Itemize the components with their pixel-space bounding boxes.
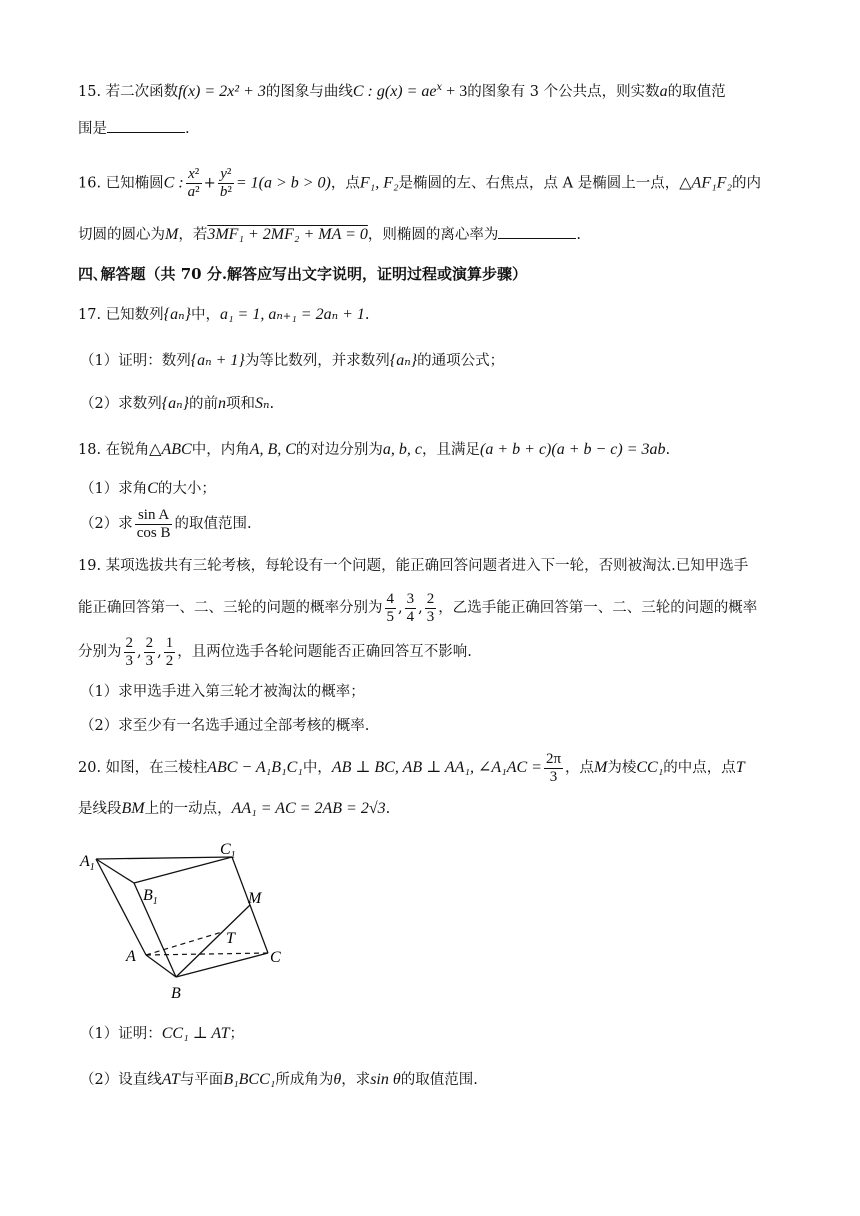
q16-vector-equation: 3MF₁ + 2MF₂ + MA = 0	[207, 226, 368, 243]
q19-part2: （2）求至少有一名选手通过全部考核的概率.	[80, 718, 370, 734]
prism-figure	[70, 835, 300, 1010]
q19-line1: 19. 某项选拔共有三轮考核，每轮设有一个问题，能正确回答问题者进入下一轮，否则被淘汰.已知甲选手	[78, 558, 749, 574]
answer-blank-16	[498, 224, 576, 239]
q20-part2: （2）设直线AT与平面B₁BCC₁所成角为θ，求sin θ的取值范围.	[80, 1071, 478, 1088]
ellipse-x-frac: $\frac{\text{x²}}{\text{a²}}$	[187, 166, 200, 200]
q19-number: 19.	[78, 558, 102, 574]
q17-line1: 17. 已知数列{aₙ}中，a₁ = 1, aₙ₊₁ = 2aₙ + 1.	[78, 306, 370, 323]
prob-yi-3: $\frac{1}{2}$	[165, 634, 174, 669]
angle-fraction: $\frac{2\pi}{3}$	[545, 750, 562, 785]
label-C: C	[270, 949, 281, 966]
label-A: A	[126, 948, 136, 965]
q15-function-f: f(x) = 2x² + 3	[178, 82, 266, 100]
section-heading: 四､解答题（共 70 分.解答应写出文字说明，证明过程或演算步骤）	[78, 265, 528, 283]
q17-part1: （1）证明：数列{aₙ + 1}为等比数列，并求数列{aₙ}的通项公式；	[80, 352, 505, 369]
label-B1: $B_1$	[143, 887, 158, 907]
q18-number: 18.	[78, 442, 102, 458]
q15-line2: 围是 .	[78, 118, 800, 139]
q20-line2: 是线段BM上的一动点，AA₁ = AC = 2AB = 2√3.	[78, 800, 391, 817]
prob-jia-1: $\frac{4}{5}$	[386, 590, 394, 625]
label-B: B	[171, 985, 181, 1002]
label-M: M	[248, 890, 262, 907]
prob-yi-1: $\frac{2}{3}$	[125, 634, 133, 669]
answer-blank-15	[107, 118, 185, 133]
q15-number: 15.	[78, 83, 102, 100]
prob-jia-2: $\frac{3}{4}$	[406, 590, 415, 625]
q18-part1: （1）求角C的大小；	[80, 480, 216, 497]
q16-line1: 16. 已知椭圆C : $\frac{\text{x²}}{\text{a²}}$ + $\frac{\text{y²}}{\text{b²}}$ = 1(a > b > 0)，点F₁, F₂是椭圆的左、右焦点，点 A 是椭圆上一点，△AF₁F₂的内	[78, 166, 761, 200]
ellipse-y-frac: $\frac{\text{y²}}{\text{b²}}$	[219, 166, 232, 200]
q19-line3: 分别为 $\frac{2}{3}$ , $\frac{2}{3}$ , $\frac{1}{2}$ ，且两位选手各轮问题能否正确回答互不影响.	[78, 634, 472, 669]
q20-number: 20.	[78, 760, 102, 776]
label-C1: $C_1$	[220, 841, 236, 861]
q16-line2: 切圆的圆心为M，若3MF₁ + 2MF₂ + MA = 0，则椭圆的离心率为 .	[78, 226, 581, 243]
label-T: T	[226, 930, 235, 947]
q18-part2: （2）求 $\frac{\text{sin A}}{\text{cos B}}$ 的取值范围.	[80, 506, 252, 541]
q20-line1: 20. 如图，在三棱柱ABC − A₁B₁C₁中，AB ⊥ BC, AB ⊥ AA₁, ∠A₁AC = $\frac{2\pi}{3}$ ，点M为棱CC₁的中点，点T	[78, 750, 745, 785]
q17-part2: （2）求数列{aₙ}的前n项和Sₙ.	[80, 395, 275, 412]
q15-curve-c: C : g(x) = ae	[352, 82, 437, 100]
q20-part1: （1）证明：CC₁ ⊥ AT；	[80, 1025, 244, 1042]
q17-number: 17.	[78, 307, 102, 323]
q15-line1: 15. 若二次函数f(x) = 2x² + 3的图象与曲线C : $g(x) = ae^x + 3$的图象有 3 个公共点，则实数a的取值范	[78, 82, 726, 100]
q19-line2: 能正确回答第一、二、三轮的问题的概率分别为 $\frac{4}{5}$ , $\frac{3}{4}$ , $\frac{2}{3}$ ，乙选手能正确回答第一、二、三轮的问题的概率	[78, 590, 758, 625]
q19-part1: （1）求甲选手进入第三轮才被淘汰的概率；	[80, 684, 365, 700]
prob-jia-3: $\frac{2}{3}$	[426, 590, 435, 625]
label-A1: $A_1$	[80, 853, 95, 873]
sinA-cosB-fraction: $\frac{\text{sin A}}{\text{cos B}}$	[136, 506, 171, 541]
prob-yi-2: $\frac{2}{3}$	[145, 634, 154, 669]
q18-line1: 18. 在锐角△ABC中，内角A, B, C的对边分别为a, b, c，且满足(a + b + c)(a + b − c) = 3ab.	[78, 441, 671, 458]
q16-number: 16.	[78, 175, 102, 192]
